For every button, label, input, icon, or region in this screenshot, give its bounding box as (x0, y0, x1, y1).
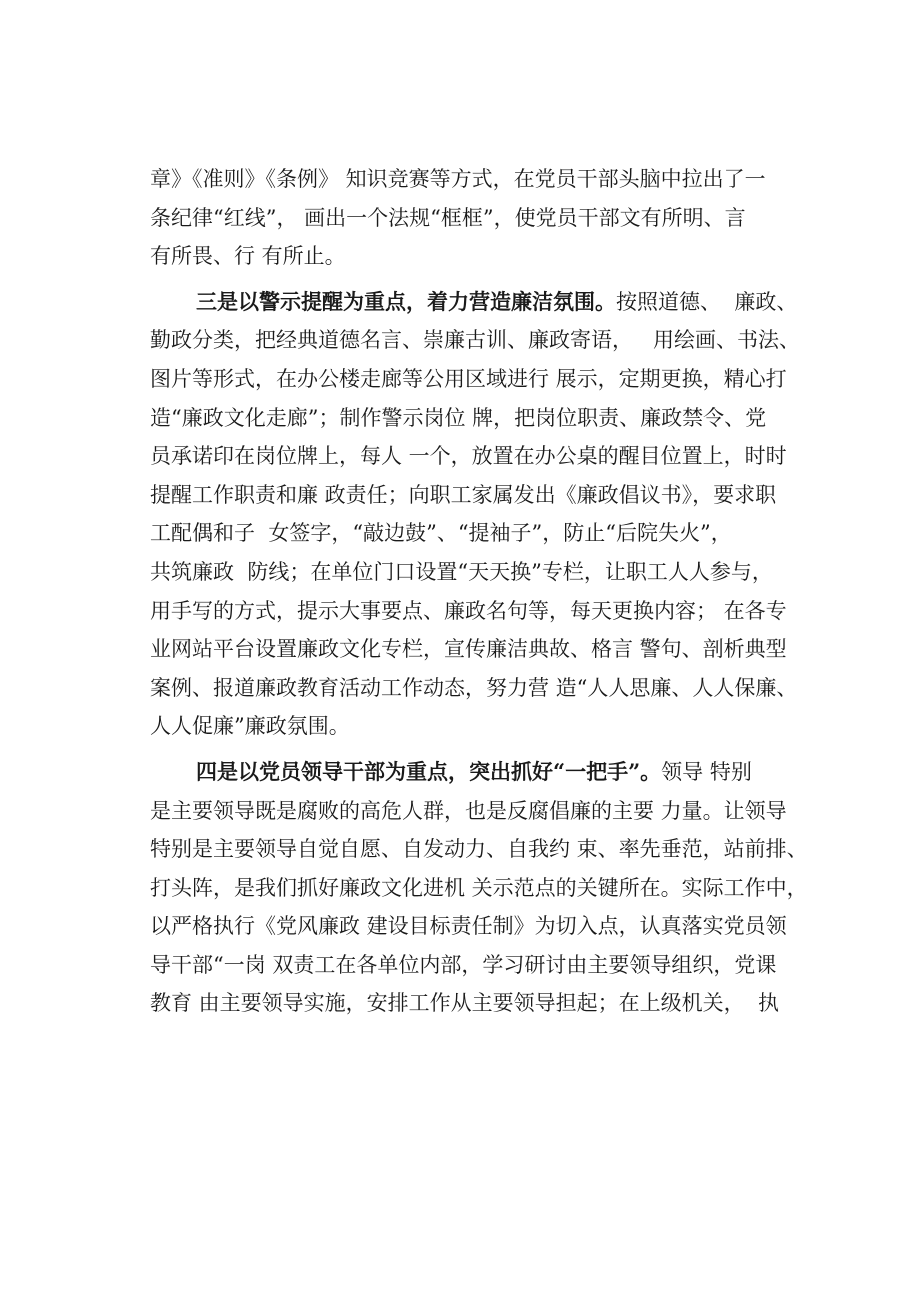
text-line: 共筑廉政 防线；在单位门口设置“天天换”专栏，让职工人人参与， (150, 559, 773, 584)
text-line: 条纪律“红线”， 画出一个法规“框框”，使党员干部文有所明、言 (150, 205, 746, 230)
text-line: 人人促廉”廉政氛围。 (150, 714, 350, 739)
paragraph-continuation (150, 160, 810, 276)
paragraph-heading: 三是以警示提醒为重点，着力营造廉洁氛围。 (196, 288, 616, 314)
paragraph-first-line (150, 283, 810, 322)
text-line: 有所畏、行 有所止。 (150, 244, 346, 269)
text-line: 勤政分类，把经典道德名言、崇廉古训、廉政寄语， 用绘画、书法、 (150, 328, 801, 353)
text-line: 是主要领导既是腐败的高危人群，也是反腐倡廉的主要 力量。让领导 (150, 798, 787, 823)
text-line: 案例、报道廉政教育活动工作动态，努力营 造“人人思廉、人人保廉、 (150, 675, 798, 700)
document-page (150, 160, 810, 1023)
paragraph-text: 按照道德、 廉政、 (616, 289, 798, 314)
paragraph-text: 领导 特别 (661, 759, 752, 784)
text-line: 业网站平台设置廉政文化专栏，宣传廉洁典故、格言 警句、剖析典型 (150, 637, 787, 662)
text-line: 导干部“一岗 双责工在各单位内部，学习研讨由主要领导组织，党课 (150, 952, 777, 977)
text-line: 特别是主要领导自觉自愿、自发动力、自我约 束、率先垂范，站前排、 (150, 837, 808, 862)
text-line: 打头阵，是我们抓好廉政文化进机 关示范点的关键所在。实际工作中， (150, 875, 808, 900)
text-line: 用手写的方式，提示大事要点、廉政名句等，每天更换内容； 在各专 (150, 598, 787, 623)
text-line: 提醒工作职责和廉 政责任；向职工家属发出《廉政倡议书》，要求职 (150, 482, 777, 507)
text-line: 造“廉政文化走廊”；制作警示岗位 牌，把岗位职责、廉政禁令、党 (150, 405, 767, 430)
paragraph-leading-cadres (150, 753, 810, 1023)
text-line: 工配偶和子 女签字，“敲边鼓”、“提袖子”，防止“后院失火”， (150, 521, 732, 546)
text-line: 图片等形式，在办公楼走廊等公用区域进行 展示，定期更换，精心打 (150, 366, 787, 391)
text-line: 章》《准则》《条例》 知识竞赛等方式，在党员干部头脑中拉出了一 (150, 167, 766, 191)
text-line: 员承诺印在岗位牌上，每人 一个，放置在办公桌的醒目位置上，时时 (150, 444, 787, 469)
text-line: 教育 由主要领导实施，安排工作从主要领导担起；在上级机关， 执 (150, 991, 780, 1016)
paragraph-first-line (150, 753, 810, 792)
paragraph-warning-reminder (150, 283, 810, 746)
paragraph-heading: 四是以党员领导干部为重点，突出抓好“一把手”。 (196, 758, 662, 784)
text-line: 以严格执行《党风廉政 建设目标责任制》为切入点，认真落实党员领 (150, 914, 787, 939)
